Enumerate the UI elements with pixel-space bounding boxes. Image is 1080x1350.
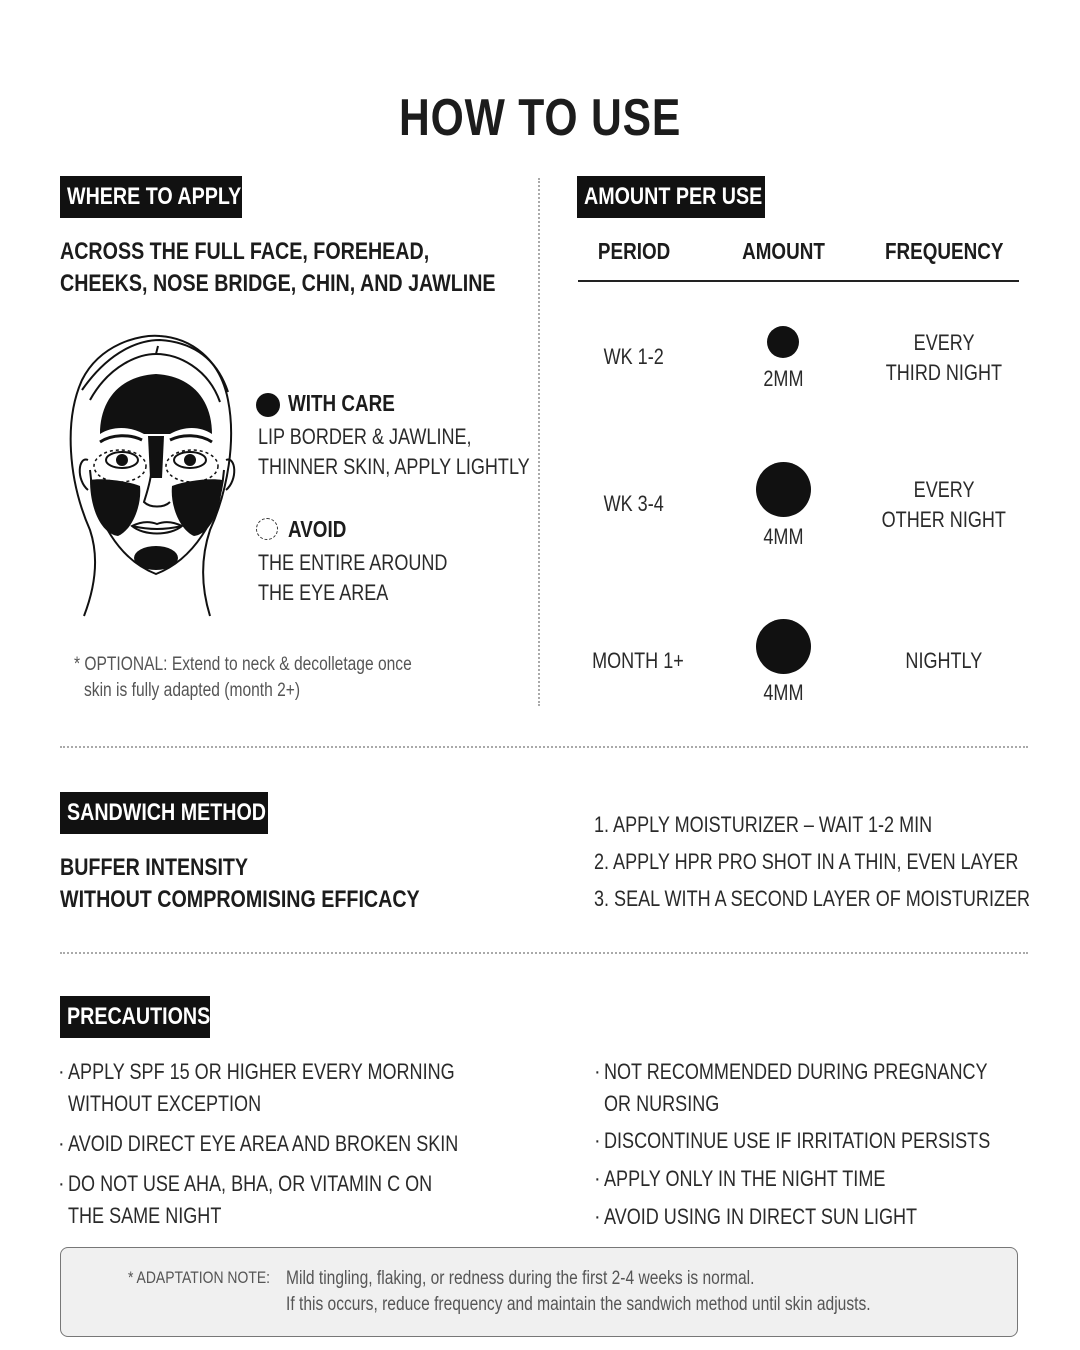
row2-dose-dot	[756, 462, 811, 517]
where-to-apply-tag: WHERE TO APPLY	[60, 176, 242, 218]
avoid-desc: THE ENTIRE AROUND THE EYE AREA	[258, 550, 448, 605]
row2-amount: 4MM	[762, 524, 804, 549]
row1-frequency: EVERY THIRD NIGHT	[885, 330, 1003, 385]
precaution-right-2: · DISCONTINUE USE IF IRRITATION PERSISTS	[594, 1128, 991, 1153]
adaptation-note-label: * ADAPTATION NOTE:	[128, 1268, 271, 1287]
header-period: PERIOD	[597, 238, 671, 264]
row1-amount: 2MM	[762, 366, 804, 391]
with-care-icon	[256, 393, 280, 417]
with-care-heading: WITH CARE	[288, 390, 395, 416]
precaution-right-3: · APPLY ONLY IN THE NIGHT TIME	[594, 1166, 886, 1191]
precaution-left-1: · APPLY SPF 15 OR HIGHER EVERY MORNING WITHOUT EXCEPTION	[58, 1059, 455, 1116]
page-title: HOW TO USE	[398, 89, 682, 147]
face-illustration	[60, 330, 240, 622]
step-1: 1. APPLY MOISTURIZER – WAIT 1-2 MIN	[594, 812, 933, 837]
header-amount: AMOUNT	[741, 238, 825, 264]
row3-frequency: NIGHTLY	[905, 648, 983, 673]
column-divider	[538, 178, 540, 706]
with-care-desc: LIP BORDER & JAWLINE, THINNER SKIN, APPLY LIGHTLY	[258, 424, 530, 479]
precaution-left-3: · DO NOT USE AHA, BHA, OR VITAMIN C ON THE SAME NIGHT	[58, 1171, 433, 1228]
row1-dose-dot	[767, 326, 799, 358]
amount-per-use-tag: AMOUNT PER USE	[577, 176, 765, 218]
sandwich-desc: BUFFER INTENSITY WITHOUT COMPROMISING EFFICACY	[60, 854, 420, 913]
row3-amount: 4MM	[762, 680, 804, 705]
row3-dose-dot	[756, 619, 811, 674]
section-divider-2	[60, 952, 1028, 954]
precautions-tag: PRECAUTIONS	[60, 996, 210, 1038]
avoid-heading: AVOID	[288, 516, 347, 542]
row2-period: WK 3-4	[603, 491, 665, 516]
precaution-right-4: · AVOID USING IN DIRECT SUN LIGHT	[594, 1204, 918, 1229]
adaptation-note-text: Mild tingling, flaking, or redness during the first 2-4 weeks is normal. If this occurs, reduce frequency and maintain the sandwich method until skin adjusts.	[286, 1268, 871, 1315]
table-header-rule	[578, 280, 1019, 282]
step-3: 3. SEAL WITH A SECOND LAYER OF MOISTURIZER	[594, 886, 1031, 911]
header-frequency: FREQUENCY	[884, 238, 1004, 264]
row3-period: MONTH 1+	[592, 648, 684, 673]
step-2: 2. APPLY HPR PRO SHOT IN A THIN, EVEN LAYER	[594, 849, 1019, 874]
sandwich-steps	[594, 810, 1080, 921]
row2-frequency: EVERY OTHER NIGHT	[881, 477, 1007, 532]
precaution-right-1: · NOT RECOMMENDED DURING PREGNANCY OR NURSING	[594, 1059, 988, 1116]
sandwich-method-tag: SANDWICH METHOD	[60, 792, 268, 834]
section-divider-1	[60, 746, 1028, 748]
optional-note: * OPTIONAL: Extend to neck & decolletage once skin is fully adapted (month 2+)	[74, 654, 412, 701]
avoid-icon	[256, 518, 278, 540]
row1-period: WK 1-2	[603, 344, 665, 369]
where-desc: ACROSS THE FULL FACE, FOREHEAD, CHEEKS, NOSE BRIDGE, CHIN, AND JAWLINE	[60, 238, 496, 297]
precaution-left-2: · AVOID DIRECT EYE AREA AND BROKEN SKIN	[58, 1131, 459, 1156]
